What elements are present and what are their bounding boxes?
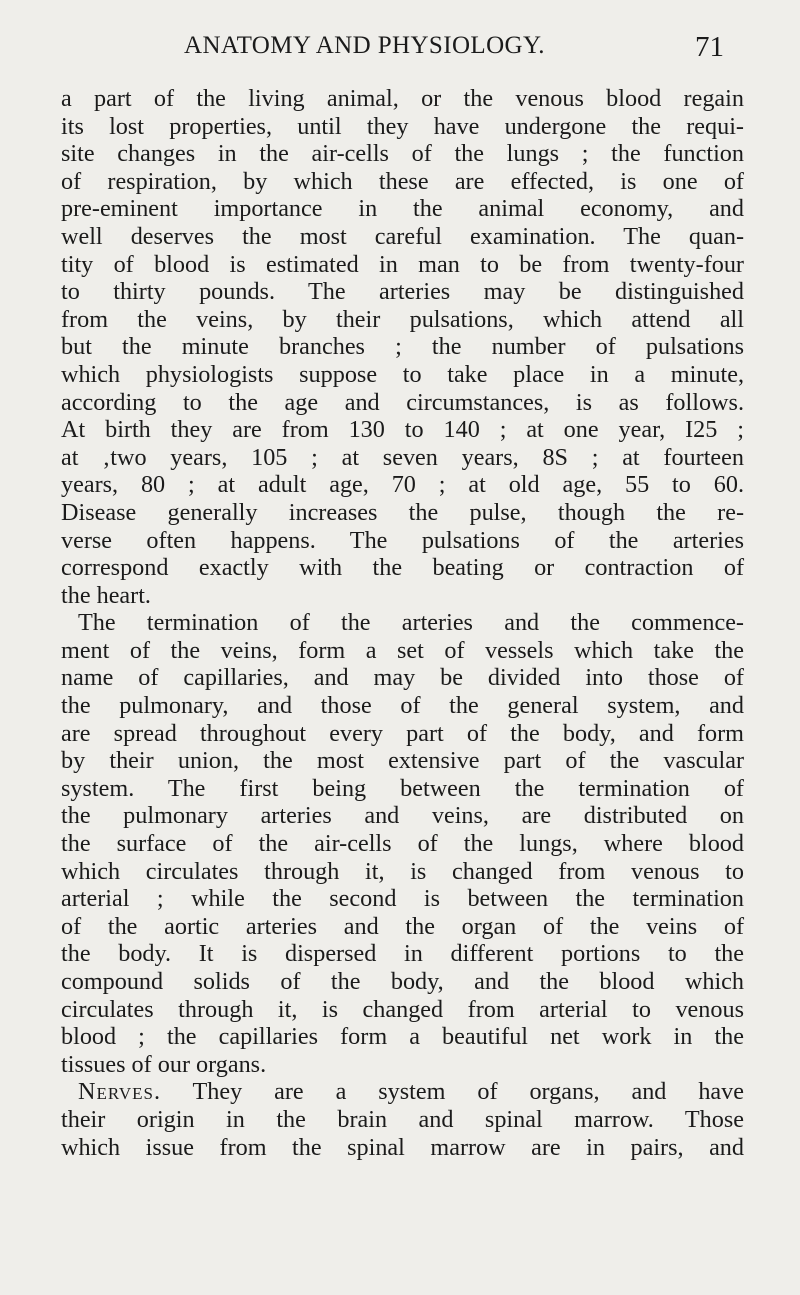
text-line: tissues of our organs.	[61, 1050, 267, 1078]
text-line: ment of the veins, form a set of vessels which take the	[61, 636, 744, 664]
page-number: 71	[695, 31, 724, 63]
text-line: to thirty pounds. The arteries may be distinguished	[61, 278, 744, 306]
text-line: the heart.	[61, 581, 151, 609]
text-line: arterial ; while the second is between the termination	[61, 885, 744, 913]
text-line: which issue from the spinal marrow are in pairs, and	[61, 1133, 744, 1161]
text-line: which circulates through it, is changed from venous to	[61, 857, 744, 885]
text-line: site changes in the air-cells of the lungs ; the function	[61, 140, 744, 168]
text-line: of the aortic arteries and the organ of the veins of	[61, 912, 744, 940]
body-text	[61, 85, 744, 1161]
text-line: pre-eminent importance in the animal economy, and	[61, 195, 744, 223]
text-line: tity of blood is estimated in man to be from twenty-four	[61, 250, 744, 278]
text-line: their origin in the brain and spinal marrow. Those	[61, 1105, 744, 1133]
text-line: compound solids of the body, and the blood which	[61, 968, 744, 995]
text-line: are spread throughout every part of the body, and form	[61, 719, 744, 747]
text-line: at ‚two years, 105 ; at seven years, 8S ; at fourteen	[61, 443, 744, 471]
text-line: blood ; the capillaries form a beautiful net work in the	[61, 1023, 744, 1051]
running-title: ANATOMY AND PHYSIOLOGY.	[184, 32, 545, 59]
text-line: They are a system of organs, and have	[192, 1078, 744, 1106]
text-line: circulates through it, is changed from arterial to venous	[61, 995, 744, 1023]
text-line: system. The first being between the termination of	[61, 774, 744, 802]
text-line: At birth they are from 130 to 140 ; at one year, I25 ;	[61, 416, 744, 444]
text-line: its lost properties, until they have undergone the requi-	[61, 112, 744, 140]
nerves-paragraph-start-line	[61, 1078, 744, 1106]
text-line: a part of the living animal, or the venous blood regain	[61, 85, 744, 112]
nerves-heading: Nerves.	[78, 1078, 161, 1106]
paragraph-start-line: The termination of the arteries and the commence-	[78, 609, 744, 637]
text-line: the pulmonary, and those of the general system, and	[61, 692, 744, 720]
text-line: which physiologists suppose to take place in a minute,	[61, 360, 744, 388]
text-line: correspond exactly with the beating or contraction of	[61, 554, 744, 582]
text-line: the body. It is dispersed in different portions to the	[61, 940, 744, 968]
text-line: Disease generally increases the pulse, though the re-	[61, 498, 744, 526]
text-line: from the veins, by their pulsations, which attend all	[61, 305, 744, 333]
text-line: according to the age and circumstances, is as follows.	[61, 388, 744, 416]
text-line: by their union, the most extensive part of the vascular	[61, 747, 744, 775]
text-line: the surface of the air-cells of the lungs, where blood	[61, 830, 744, 858]
text-line: years, 80 ; at adult age, 70 ; at old age, 55 to 60.	[61, 471, 744, 499]
text-line: but the minute branches ; the number of pulsations	[61, 333, 744, 361]
text-line: name of capillaries, and may be divided into those of	[61, 664, 744, 692]
text-line: verse often happens. The pulsations of the arteries	[61, 526, 744, 554]
text-line: of respiration, by which these are effected, is one of	[61, 167, 744, 195]
running-head	[0, 30, 800, 70]
text-line: well deserves the most careful examination. The quan-	[61, 222, 744, 250]
text-line: the pulmonary arteries and veins, are distributed on	[61, 802, 744, 830]
